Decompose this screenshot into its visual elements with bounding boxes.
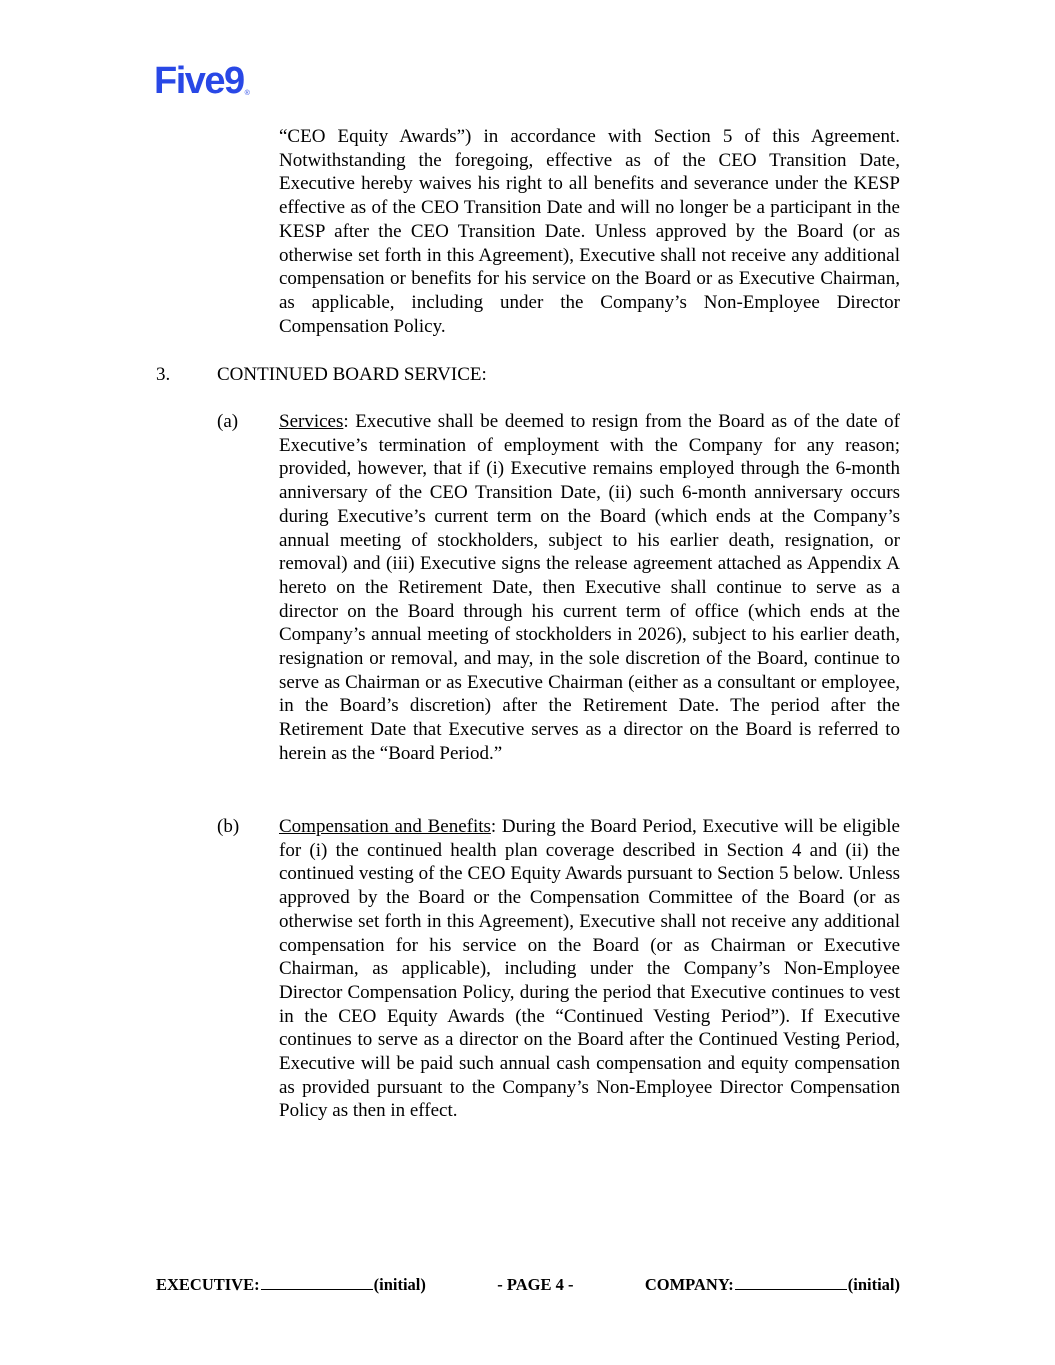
- page-number: - PAGE 4 -: [497, 1275, 574, 1294]
- subsection-b-text: : During the Board Period, Executive will be eligible for (i) the continued health plan coverage described in Section 4 and (ii) the continued vesting of the CEO Equity Awards pursuant to Section 5 below. Unless approved by the Board or the Compensation Committee of the Board (or as otherwise set forth in this Agreement), Executive shall not receive any additional compensation for his service on the Board (or as Chairman or Executive Chairman, as applicable), including under the Company’s Non-Employee Director Compensation Policy, during the period that Executive continues to vest in the CEO Equity Awards (the “Continued Vesting Period”). If Executive continues to serve as a director on the Board after the Continued Vesting Period, Executive will be paid such annual cash compensation and equity compensation as provided pursuant to the Company’s Non-Employee Director Compensation Policy as then in effect.: [279, 816, 900, 1122]
- executive-initial-line: [261, 1275, 373, 1290]
- company-initial-block: [645, 1275, 900, 1295]
- company-initial-suffix: (initial): [847, 1275, 900, 1294]
- page-footer: [156, 1275, 900, 1295]
- subsection-a-label: (a): [217, 411, 239, 432]
- subsection-a-heading: Services: [279, 411, 344, 432]
- executive-initial-block: [156, 1275, 426, 1295]
- company-label: COMPANY:: [644, 1275, 734, 1294]
- registered-mark: ®: [244, 90, 250, 97]
- section-number: 3.: [156, 364, 171, 385]
- executive-label: EXECUTIVE:: [156, 1275, 260, 1294]
- subsection-b-heading: Compensation and Benefits: [279, 816, 491, 837]
- intro-paragraph: “CEO Equity Awards”) in accordance with Section 5 of this Agreement. Notwithstanding the foregoing, effective as of the CEO Transition Date, Executive hereby waives his right to all benefits and severance under the KESP effective as of the CEO Transition Date and will no longer be a participant in the KESP after the CEO Transition Date. Unless approved by the Board (or as otherwise set forth in this Agreement), Executive shall not receive any additional compensation or benefits for his service on the Board or as Executive Chairman, as applicable, including under the Company’s Non-Employee Director Compensation Policy.: [279, 126, 900, 337]
- logo-text: Five9: [154, 60, 244, 102]
- company-initial-line: [735, 1275, 847, 1290]
- section-title: CONTINUED BOARD SERVICE:: [217, 364, 487, 385]
- subsection-a-paragraph: [279, 410, 900, 766]
- five9-logo: [154, 60, 250, 100]
- subsection-b-paragraph: [279, 815, 900, 1123]
- subsection-a-text: : Executive shall be deemed to resign from the Board as of the date of Executive’s termination of employment with the Company for any reason; provided, however, that if (i) Executive remains employed through the 6-month anniversary of the CEO Transition Date, (ii) such 6-month anniversary occurs during Executive’s current term on the Board (which ends at the Company’s annual meeting of stockholders, subject to his earlier death, resignation, or removal) and (iii) Executive signs the release agreement attached as Appendix A hereto on the Retirement Date, then Executive shall continue to serve as a director on the Board through his current term of office (which ends at the Company’s annual meeting of stockholders in 2026), subject to his earlier death, resignation or removal, and may, in the sole discretion of the Board, continue to serve as Chairman or as Executive Chairman (either as a consultant or employee, in the Board’s discretion) after the Retirement Date. The period after the Retirement Date that Executive serves as a director on the Board is referred to herein as the “Board Period.”: [279, 411, 900, 764]
- executive-initial-suffix: (initial): [373, 1275, 426, 1294]
- subsection-b-label: (b): [217, 816, 240, 837]
